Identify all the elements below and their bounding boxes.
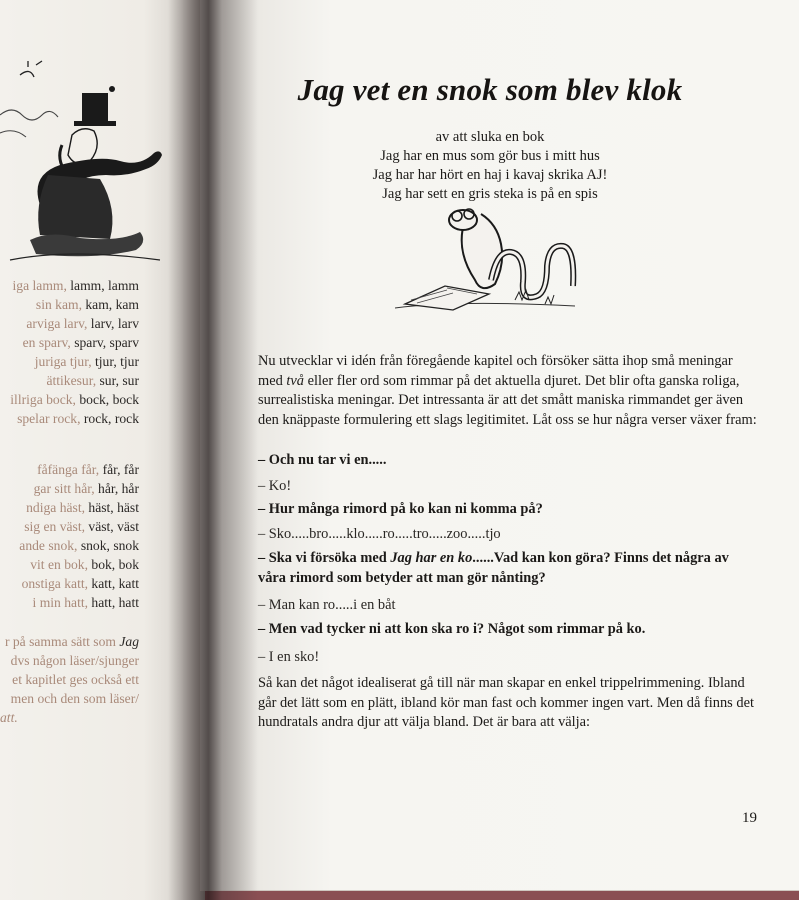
left-rhyme-line: en sparv, sparv, sparv bbox=[22, 335, 139, 350]
verse-line: Jag har sett en gris steka is på en spis bbox=[382, 186, 598, 202]
left-rhyme-line: ättikesur, sur, sur bbox=[46, 373, 139, 388]
dialogue-question: – Ska vi försöka med Jag har en ko......Vad kan kon göra? Finns det några av våra rimord som betyder att man gör nånting? bbox=[258, 550, 729, 586]
closing-paragraph: Så kan det något idealiserat gå till när man skapar en enkel trippelrimmening. Ibland går det lätt som en plätt, ibland kör man fast och kommer ingen vart. Men då finns det hundratals andra djur att välja bland. Det är bara att välja: bbox=[258, 675, 754, 730]
left-rhyme-line: vit en bok, bok, bok bbox=[30, 557, 139, 572]
left-para-line: att. bbox=[0, 710, 18, 725]
left-rhyme-line: iga lamm, lamm, lamm bbox=[12, 278, 139, 293]
dialogue-answer: – Man kan ro.....i en båt bbox=[258, 597, 396, 613]
left-page bbox=[0, 0, 205, 900]
left-para-line: men och den som läser/ bbox=[10, 691, 139, 706]
left-rhyme-line: ndiga häst, häst, häst bbox=[26, 500, 139, 515]
left-rhyme-line: i min hatt, hatt, hatt bbox=[32, 595, 139, 610]
dialogue-question: – Och nu tar vi en..... bbox=[258, 452, 387, 468]
man-with-snake-illustration bbox=[0, 55, 165, 270]
right-page bbox=[200, 0, 799, 891]
left-rhyme-line: spelar rock, rock, rock bbox=[17, 411, 139, 426]
left-rhyme-line: arviga larv, larv, larv bbox=[26, 316, 139, 331]
left-rhyme-line: fåfänga får, får, får bbox=[37, 462, 139, 477]
verse-line: Jag har har hört en haj i kavaj skrika AJ! bbox=[372, 167, 608, 183]
dialogue-answer: – Sko.....bro.....klo.....ro.....tro.....zoo.....tjo bbox=[258, 526, 501, 542]
left-para-line: r på samma sätt som Jag bbox=[4, 634, 139, 649]
left-para-line: dvs någon läser/sjunger bbox=[10, 653, 139, 668]
dialogue-question: – Hur många rimord på ko kan ni komma på? bbox=[258, 501, 543, 517]
left-rhyme-line: sig en väst, väst, väst bbox=[24, 519, 139, 534]
verse-block bbox=[320, 128, 660, 204]
verse-line: Jag har en mus som gör bus i mitt hus bbox=[380, 148, 600, 164]
intro-paragraph: Nu utvecklar vi idén från föregående kapitel och försöker sätta ihop små meningar med två eller fler ord som rimmar på det aktuella djuret. Det blir ofta ganska roliga, surrealistiska meningar. Det intressanta är att det smått maniska rimmandet ger även den knäppaste formulering ett slags legitimitet. Låt oss se hur några verser växer fram: bbox=[258, 353, 757, 428]
verse-line: av att sluka en bok bbox=[435, 129, 545, 145]
snake-with-glasses-illustration bbox=[395, 200, 580, 318]
chapter-title: Jag vet en snok som blev klok bbox=[297, 72, 683, 107]
dialogue-answer: – I en sko! bbox=[258, 649, 320, 665]
dialogue-answer: – Ko! bbox=[258, 478, 292, 494]
page-number: 19 bbox=[742, 810, 757, 826]
dialogue-question: – Men vad tycker ni att kon ska ro i? Något som rimmar på ko. bbox=[258, 621, 646, 637]
left-rhyme-line: sin kam, kam, kam bbox=[35, 297, 139, 312]
left-rhyme-line: ande snok, snok, snok bbox=[19, 538, 139, 553]
left-para-line: et kapitlet ges också ett bbox=[12, 672, 139, 687]
left-rhyme-line: illriga bock, bock, bock bbox=[10, 392, 139, 407]
left-rhyme-line: juriga tjur, tjur, tjur bbox=[34, 354, 139, 369]
left-rhyme-line: onstiga katt, katt, katt bbox=[21, 576, 139, 591]
left-rhyme-line: gar sitt hår, hår, hår bbox=[33, 481, 139, 496]
